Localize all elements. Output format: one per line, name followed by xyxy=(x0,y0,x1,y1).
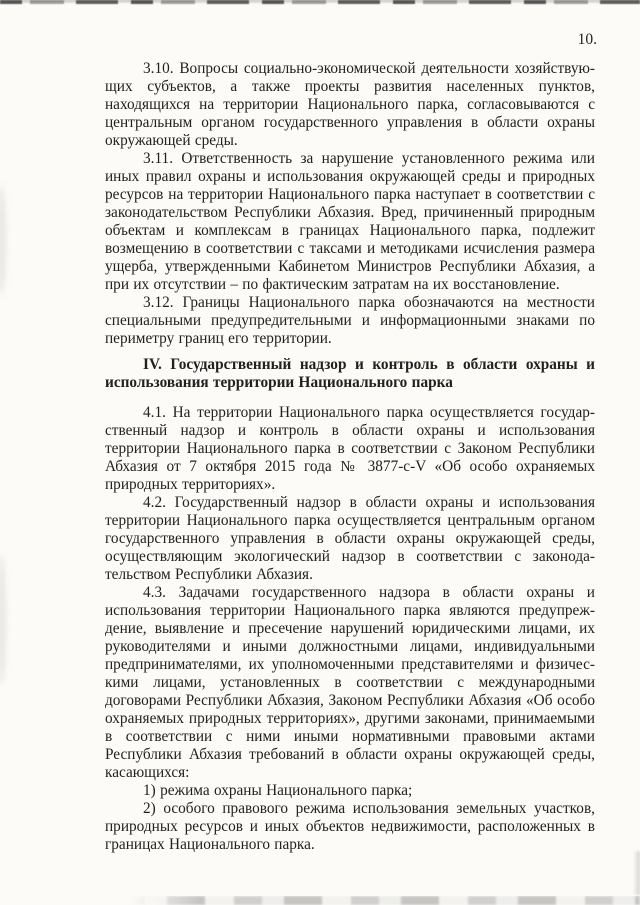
text-line: 3.12. Границы Национального парка обозначаются на местности xyxy=(143,294,595,311)
list-item-1 xyxy=(105,782,595,800)
text-line: иных правил охраны и использования окружающей среды и природных xyxy=(105,168,595,185)
text-line: границах Национального парка. xyxy=(105,836,315,853)
text-line: периметру границ его территории. xyxy=(105,330,332,347)
text-line: IV. Государственный надзор и контроль в области охраны и xyxy=(143,356,595,373)
para-4-2 xyxy=(105,494,595,584)
text-line: природных ресурсов и иных объектов недвижимости, расположенных в xyxy=(105,818,595,835)
document-content xyxy=(105,60,595,854)
text-line: предпринимателями, их уполномоченными представителями и физичес- xyxy=(105,656,595,673)
text-line: договорами Республики Абхазия, Законом Республики Абхазия «Об особо xyxy=(105,692,595,709)
text-line: 2) особого правового режима использования земельных участков, xyxy=(143,800,595,817)
text-line: дение, выявление и пресечение нарушений юридическими лицами, их xyxy=(105,620,595,637)
text-line: 3.11. Ответственность за нарушение установленного режима или xyxy=(143,150,595,167)
text-line: 1) режима охраны Национального парка; xyxy=(143,782,413,799)
text-line: 4.2. Государственный надзор в области охраны и использования xyxy=(143,494,595,511)
text-line: использования территории Национального парка являются предупреж- xyxy=(105,602,595,619)
text-line: ущерба, утвержденными Кабинетом Министров Республики Абхазия, а xyxy=(105,258,595,275)
text-line: тельством Республики Абхазия. xyxy=(105,566,313,583)
text-line: законодательством Республики Абхазия. Вред, причиненный природным xyxy=(105,204,595,221)
text-line: специальными предупредительными и информационными знаками по xyxy=(105,312,595,329)
scan-smudge-left-lower xyxy=(0,555,6,685)
text-line: центральным органом государственного управления в области охраны xyxy=(105,114,595,131)
text-line: возмещению в соответствии с таксами и методиками исчисления размера xyxy=(105,240,595,257)
text-line: окружающей среды. xyxy=(105,132,238,149)
text-line: осуществляющим экологический надзор в соответствии с законода- xyxy=(105,548,595,565)
scan-artifact-top-band xyxy=(0,0,640,4)
text-line: 4.3. Задачами государственного надзора в области охраны и xyxy=(143,584,595,601)
para-4-1 xyxy=(105,404,595,494)
text-line: использования территории Национального парка xyxy=(105,374,453,391)
page-number: 10. xyxy=(577,31,597,48)
scan-artifact-right-edge xyxy=(633,851,640,895)
text-line: ресурсов на территории Национального парка наступает в соответствии с xyxy=(105,186,595,203)
text-line: охраняемых природных территориях», другими законами, принимаемыми xyxy=(105,710,595,727)
text-line: в соответствии с ними иными нормативными правовыми актами xyxy=(105,728,595,745)
text-line: 4.1. На территории Национального парка осуществляется государ- xyxy=(143,404,595,421)
para-3-10 xyxy=(105,60,595,150)
text-line: Республики Абхазия требований в области охраны окружающей среды, xyxy=(105,746,595,763)
text-line: при их отсутствии – по фактическим затратам на их восстановление. xyxy=(105,276,560,293)
text-line: территории Национального парка в соответствии с Законом Республики xyxy=(105,440,595,457)
text-line: ственный надзор и контроль в области охраны и использования xyxy=(105,422,595,439)
text-line: находящихся на территории Национального парка, согласовываются с xyxy=(105,96,595,113)
scan-smudge-left-upper xyxy=(0,185,6,295)
para-3-11 xyxy=(105,150,595,294)
text-line: касающихся: xyxy=(105,764,190,781)
section-heading-iv xyxy=(105,356,595,392)
text-line: природных территориях». xyxy=(105,476,276,493)
para-4-3 xyxy=(105,584,595,782)
text-line: территории Национального парка осуществляется центральным органом xyxy=(105,512,595,529)
para-3-12 xyxy=(105,294,595,348)
text-line: 3.10. Вопросы социально-экономической деятельности хозяйствую- xyxy=(143,60,595,77)
scan-artifact-bottom-band xyxy=(0,896,640,905)
list-item-2 xyxy=(105,800,595,854)
text-line: кими лицами, установленных в соответствии с международными xyxy=(105,674,595,691)
text-line: Абхазия от 7 октября 2015 года № 3877-с-V «Об особо охраняемых xyxy=(105,458,595,475)
text-line: государственного управления в области охраны окружающей среды, xyxy=(105,530,595,547)
text-line: руководителями и иными должностными лицами, индивидуальными xyxy=(105,638,595,655)
text-line: щих субъектов, а также проекты развития населенных пунктов, xyxy=(105,78,595,95)
text-line: объектам и комплексам в границах Национального парка, подлежит xyxy=(105,222,595,239)
